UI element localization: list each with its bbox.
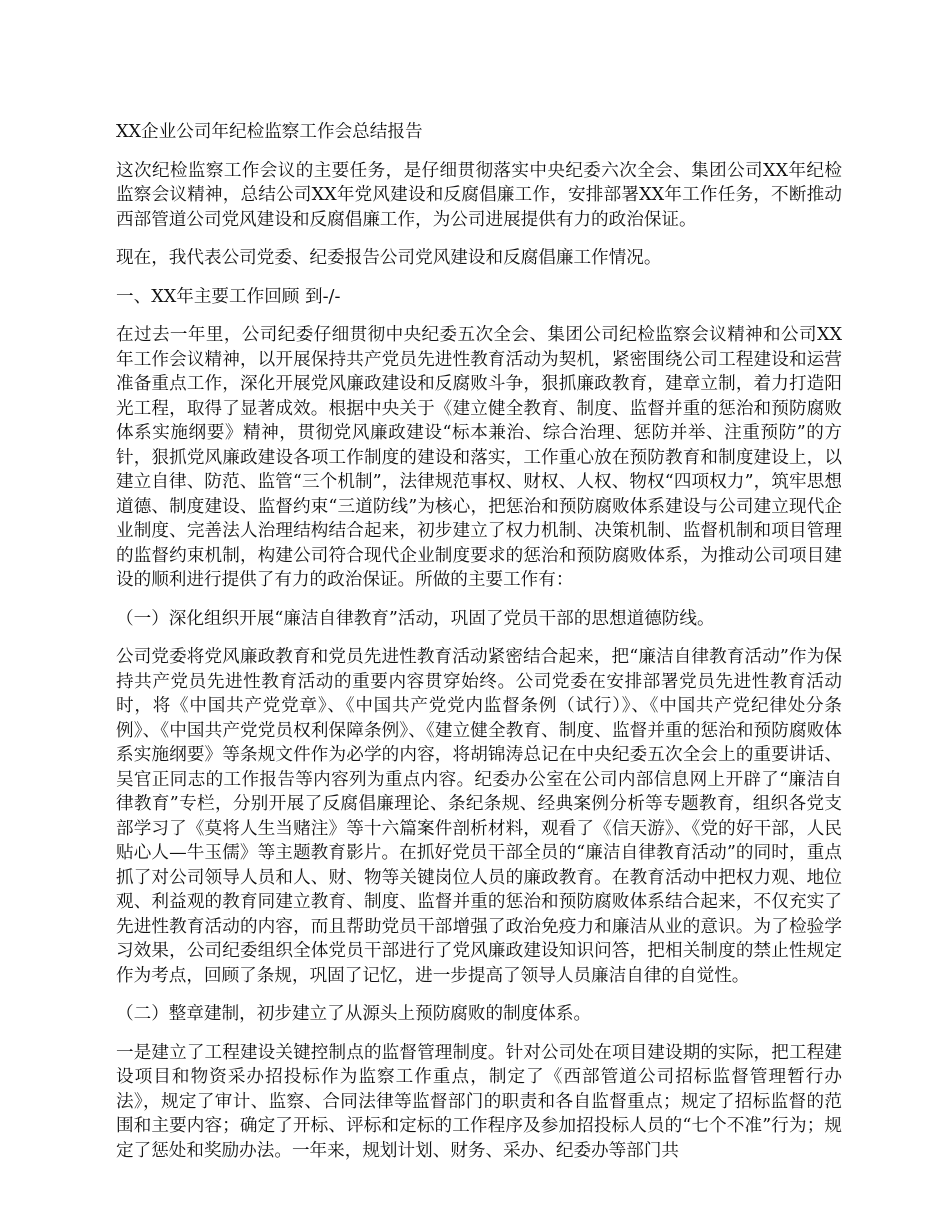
section-heading-review: 一、XX年主要工作回顾 到-/- (116, 286, 341, 307)
subheading-regulations: （二）整章建制，初步建立了从源头上预防腐败的制度体系。 (116, 1004, 592, 1024)
paragraph-review-overview: 在过去一年里，公司纪委仔细贯彻中央纪委五次全会、集团公司纪检监察会议精神和公司XX年工作会议精神，以开展保持共产党员先进性教育活动为契机，紧密围绕公司工程建设和运营准备重点工作，深化开展党风廉政建设和反腐败斗争，狠抓廉政教育，建章立制，着力打造阳光工程，取得了显著成效。根据中央关于《建立健全教育、制度、监督并重的惩治和预防腐败体系实施纲要》精神，贯彻党风廉政建设“标本兼治、综合治理、惩防并举、注重预防”的方针，狠抓党风廉政建设各项工作制度的建设和落实，工作重心放在预防教育和制度建设上，以建立自律、防范、监管“三个机制”，法律规范事权、财权、人权、物权“四项权力”，筑牢思想道德、制度建设、监督约束“三道防线”为核心，把惩治和预防腐败体系建设与公司建立现代企业制度、完善法人治理结构结合起来，初步建立了权力机制、决策机制、监督机制和项目管理的监督约束机制，构建公司符合现代企业制度要求的惩治和预防腐败体系，为推动公司项目建设的顺利进行提供了有力的政治保证。所做的主要工作有： (116, 325, 842, 590)
document-page (116, 120, 842, 1177)
paragraph-report-statement: 现在，我代表公司党委、纪委报告公司党风建设和反腐倡廉工作情况。 (116, 248, 662, 268)
paragraph-intro: 这次纪检监察工作会议的主要任务，是仔细贯彻落实中央纪委六次全会、集团公司XX年纪检监察会议精神，总结公司XX年党风建设和反腐倡廉工作，安排部署XX年工作任务，不断推动西部管道公司党风建设和反腐倡廉工作，为公司进展提供有力的政治保证。 (116, 160, 842, 230)
subheading-education: （一）深化组织开展“廉洁自律教育”活动，巩固了党员干部的思想道德防线。 (116, 608, 715, 629)
document-title: XX企业公司年纪检监察工作会总结报告 (116, 122, 423, 142)
paragraph-education: 公司党委将党风廉政教育和党员先进性教育活动紧密结合起来，把“廉洁自律教育活动”作为保持共产党员先进性教育活动的重要内容贯穿始终。公司党委在安排部署党员先进性教育活动时，将《中国共产党党章》、《中国共产党党内监督条例（试行）》、《中国共产党纪律处分条例》、《中国共产党党员权利保障条例》、《建立健全教育、制度、监督并重的惩治和预防腐败体系实施纲要》等条规文件作为必学的内容，将胡锦涛总记在中央纪委五次全会上的重要讲话、吴官正同志的工作报告等内容列为重点内容。纪委办公室在公司内部信息网上开辟了“廉洁自律教育”专栏，分别开展了反腐倡廉理论、条纪条规、经典案例分析等专题教育，组织各党支部学习了《莫将人生当赌注》等十六篇案件剖析材料，观看了《信天游》、《党的好干部，人民贴心人—牛玉儒》等主题教育影片。在抓好党员干部全员的“廉洁自律教育活动”的同时，重点抓了对公司领导人员和人、财、物等关键岗位人员的廉政教育。在教育活动中把权力观、地位观、利益观的教育同建立教育、制度、监督并重的惩治和预防腐败体系结合起来，不仅充实了先进性教育活动的内容，而且帮助党员干部增强了政治免疫力和廉洁从业的意识。为了检验学习效果，公司纪委组织全体党员干部进行了党风廉政建设知识问答，把相关制度的禁止性规定作为考点，回顾了条规，巩固了记忆，进一步提高了领导人员廉洁自律的自觉性。 (116, 647, 842, 986)
paragraph-regulations: 一是建立了工程建设关键控制点的监督管理制度。针对公司处在项目建设期的实际，把工程建设项目和物资采办招投标作为监察工作重点，制定了《西部管道公司招标监督管理暂行办法》，规定了审计、监察、合同法律等监督部门的职责和各自监督重点；规定了招标监督的范围和主要内容；确定了开标、评标和定标的工作程序及参加招投标人员的“七个不准”行为；规定了惩处和奖励办法。一年来，规划计划、财务、采办、纪委办等部门共 (116, 1042, 842, 1161)
